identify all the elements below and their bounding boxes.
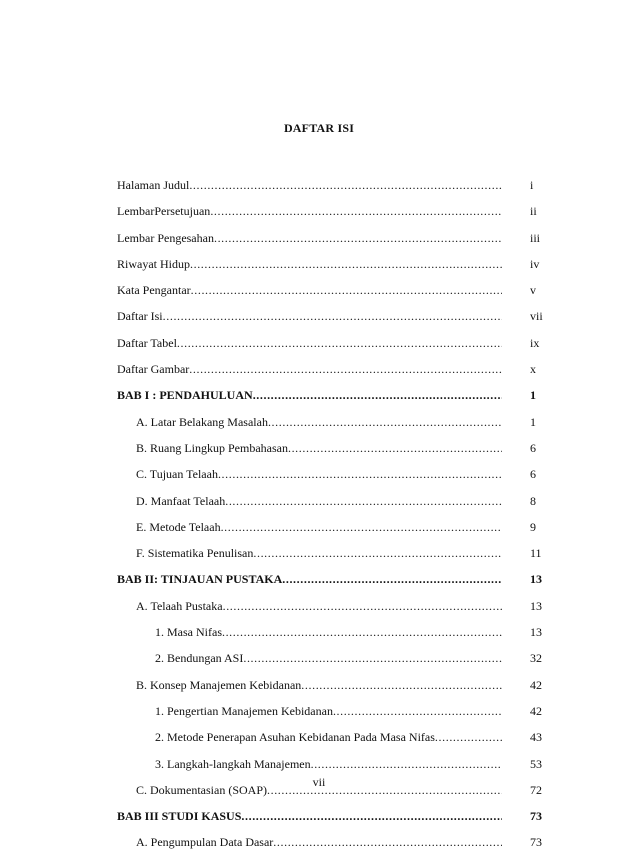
toc-entry <box>117 255 547 281</box>
toc-entry <box>117 807 547 833</box>
toc-entry-page: v <box>530 283 536 298</box>
toc-entry-page: 13 <box>530 598 542 613</box>
toc-entry-label: F. Sistematika Penulisan ..... <box>136 544 502 562</box>
toc-entry-page: 8 <box>530 493 536 508</box>
toc-entry-page: 11 <box>530 546 542 561</box>
toc-entry-page: 6 <box>530 467 536 482</box>
toc-entry-page: 6 <box>530 440 536 455</box>
toc-entry <box>117 307 547 333</box>
toc-entry-label: 3. Langkah-langkah Manajemen ..... <box>155 755 502 773</box>
toc-entry-label: Daftar Isi ..... <box>117 307 502 325</box>
toc-entry-label: B. Konsep Manajemen Kebidanan ..... <box>136 676 502 694</box>
page-title: DAFTAR ISI <box>283 121 355 135</box>
toc-entry-label: A. Latar Belakang Masalah ..... <box>136 413 502 431</box>
toc-entry <box>117 465 547 491</box>
toc-entry-page: i <box>530 178 534 192</box>
toc-entry-label: BAB I : PENDAHULUAN ..... <box>117 386 502 404</box>
toc-entry <box>117 570 547 596</box>
toc-entry-page: 42 <box>530 677 542 692</box>
toc-entry-page: 72 <box>530 782 542 797</box>
toc-entry-label: E. Metode Telaah ..... <box>136 518 502 536</box>
toc-entry-page: 32 <box>530 651 542 666</box>
toc-entry-label: 1. Pengertian Manajemen Kebidanan ..... <box>155 702 502 720</box>
toc-entry <box>117 597 547 623</box>
toc-entry-page: 43 <box>530 730 542 745</box>
toc-entry <box>117 518 547 544</box>
toc-entry-page: 53 <box>530 756 542 771</box>
toc-entry <box>117 833 547 859</box>
toc-entry <box>117 386 547 412</box>
toc-entry <box>117 202 547 228</box>
toc-entry-page: 73 <box>530 809 542 824</box>
toc-entry-label: BAB III STUDI KASUS ..... <box>117 807 502 825</box>
toc-entry <box>117 728 547 754</box>
toc-entry-label: BAB II: TINJAUAN PUSTAKA ..... <box>117 570 502 588</box>
toc-entry-page: 1 <box>530 388 536 403</box>
toc-entry-label: Kata Pengantar ..... <box>117 281 502 299</box>
toc-entry-page: 42 <box>530 703 542 718</box>
toc-entry-label: Daftar Gambar ..... <box>117 360 502 378</box>
toc-entry <box>117 413 547 439</box>
toc-entry-label: C. Tujuan Telaah ..... <box>136 465 502 483</box>
toc-entry-label: Riwayat Hidup ..... <box>117 255 502 273</box>
toc-entry <box>117 649 547 675</box>
table-of-contents <box>117 176 547 860</box>
toc-entry-page: ix <box>530 335 540 350</box>
toc-entry <box>117 544 547 570</box>
toc-entry <box>117 360 547 386</box>
toc-entry-page: 13 <box>530 625 542 640</box>
toc-entry <box>117 702 547 728</box>
toc-entry-label: D. Manfaat Telaah ..... <box>136 492 502 510</box>
toc-entry-page: 13 <box>530 572 542 587</box>
page-number: vii <box>312 775 326 789</box>
toc-entry <box>117 623 547 649</box>
toc-entry-label: 2. Bendungan ASI ..... <box>155 649 502 667</box>
toc-entry-label: 1. Masa Nifas ..... <box>155 623 502 641</box>
toc-entry <box>117 229 547 255</box>
toc-entry <box>117 176 547 202</box>
toc-entry <box>117 281 547 307</box>
toc-entry-label: Halaman Judul ..... <box>117 176 502 194</box>
toc-entry-page: iii <box>530 230 541 245</box>
toc-entry-page: iv <box>530 256 540 271</box>
toc-entry-page: vii <box>530 309 543 324</box>
toc-entry-label: LembarPersetujuan ..... <box>117 202 502 220</box>
toc-entry-page: 1 <box>530 414 536 429</box>
toc-entry-page: ii <box>530 204 537 219</box>
toc-entry <box>117 676 547 702</box>
toc-entry-label: A. Pengumpulan Data Dasar ..... <box>136 833 502 851</box>
toc-entry-page: 73 <box>530 835 542 850</box>
toc-entry-label: Daftar Tabel ..... <box>117 334 502 352</box>
toc-entry-label: 2. Metode Penerapan Asuhan Kebidanan Pada Masa Nifas ..... <box>155 728 502 746</box>
toc-entry-page: x <box>530 362 536 377</box>
toc-entry-label: A. Telaah Pustaka ..... <box>136 597 502 615</box>
toc-entry-label: B. Ruang Lingkup Pembahasan ..... <box>136 439 502 457</box>
toc-entry <box>117 439 547 465</box>
toc-entry <box>117 334 547 360</box>
toc-entry-label: Lembar Pengesahan ..... <box>117 229 502 247</box>
toc-entry-label: C. Dokumentasian (SOAP) ..... <box>136 781 502 799</box>
toc-entry-page: 9 <box>530 519 536 534</box>
toc-entry <box>117 492 547 518</box>
